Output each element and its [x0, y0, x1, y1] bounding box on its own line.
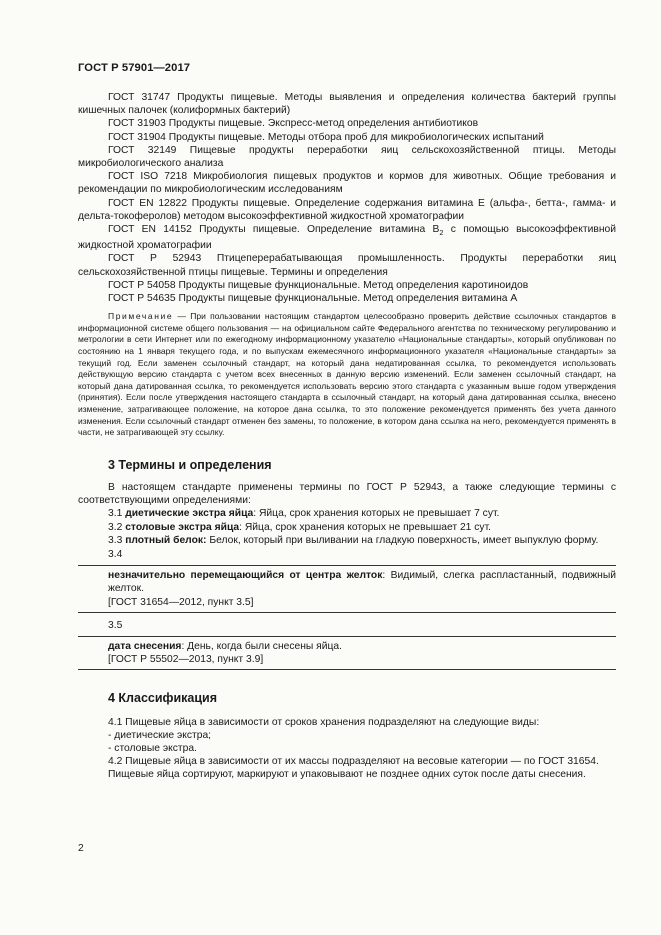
ref-gost-31904: ГОСТ 31904 Продукты пищевые. Методы отбора проб для микробиологических испытаний: [108, 131, 544, 143]
ref-gost-31747: ГОСТ 31747 Продукты пищевые. Методы выявления и определения количества бактерий группы кишечных палочек (колиформных бактерий): [78, 92, 616, 117]
running-header: ГОСТ Р 57901—2017: [78, 62, 191, 74]
term-3-2-num: 3.2: [108, 521, 126, 533]
list-item-diet: - диетические экстра;: [108, 729, 212, 741]
term-3-1: [78, 507, 616, 520]
page-content: [78, 91, 616, 782]
clause-4-1: 4.1 Пищевые яйца в зависимости от сроков хранения подразделяют на следующие виды:: [108, 716, 540, 728]
note-label: Примечание: [108, 311, 174, 322]
term-3-5-source: [ГОСТ Р 55502—2013, пункт 3.9]: [108, 654, 264, 666]
term-3-4-source: [ГОСТ 31654—2012, пункт 3.5]: [108, 596, 254, 608]
note-text: — При пользовании настоящим стандартом целесообразно проверить действие ссылочных стандартов в информационной системе общего пользования — на официальном сайте Федерального агентства по техническому регулированию и метрологии в сети Интернет или по ежегодному информационному указателю «Национальные стандарты», который опубликован по состоянию на 1 января текущего года, и по выпускам ежемесячного информационного указателя «Национальные стандарты» за текущий год. Если заменен ссылочный стандарт, на который дана недатированная ссылка, то рекомендуется использовать действующую версию стандарта с учетом всех внесенных в данную версию изменений. Если заменен ссылочный стандарт, на который дана датированная ссылка, то рекомендуется использовать версию этого стандарта с указанным выше годом утверждения (принятия). Если после утверждения настоящего стандарта в ссылочный стандарт, на который дана датированная ссылка, внесено изменение, затрагивающее положение, на которое дана ссылка, то это положение рекомендуется применять без учета данного изменения. Если ссылочный стандарт отменен без замены, то положение, в котором дана ссылка на него, рекомендуется применять в части, не затрагивающей эту ссылку.: [78, 311, 616, 438]
term-3-2-term: столовые экстра яйца: [125, 521, 240, 533]
term-3-5-box: [78, 636, 616, 670]
term-3-3: [78, 534, 616, 547]
term-3-5-number: 3.5: [108, 619, 123, 631]
term-3-3-def: Белок, который при выливании на гладкую поверхность, имеет выпуклую форму.: [206, 534, 599, 546]
term-3-4-number: 3.4: [108, 549, 123, 561]
ref-gost-iso-7218: ГОСТ ISO 7218 Микробиология пищевых продуктов и кормов для животных. Общие требования и рекомендации по микробиологическим исследованиям: [78, 171, 616, 196]
term-3-1-def: : Яйца, срок хранения которых не превышает 7 сут.: [253, 508, 500, 520]
note-paragraph: [78, 311, 616, 439]
term-3-2: [78, 521, 616, 534]
ref-gost-32149: ГОСТ 32149 Пищевые продукты переработки яиц сельскохозяйственной птицы. Методы микробиологического анализа: [78, 144, 616, 170]
clause-4-3: Пищевые яйца сортируют, маркируют и упаковывают не позднее одних суток после даты снесения.: [108, 769, 586, 781]
ref-b2-text: ГОСТ EN 14152 Продукты пищевые. Определение витамина B: [108, 224, 440, 236]
term-3-5-def: : День, когда были снесены яйца.: [181, 641, 342, 653]
ref-gost-en-12822: ГОСТ EN 12822 Продукты пищевые. Определение содержания витамина Е (альфа-, бетта-, гамма- и дельта-токоферолов) методом высокоэффективной жидкостной хроматографии: [78, 197, 616, 222]
ref-b2-tail: с помощью высокоэффективной жидкостной хроматографии: [78, 224, 616, 252]
ref-gost-31903: ГОСТ 31903 Продукты пищевые. Экспресс-метод определения антибиотиков: [108, 118, 479, 130]
term-3-2-def: : Яйца, срок хранения которых не превышает 21 сут.: [239, 521, 492, 533]
term-3-3-num: 3.3: [108, 534, 126, 546]
clause-4-2: 4.2 Пищевые яйца в зависимости от их массы подразделяют на весовые категории — по ГОСТ 31654.: [108, 756, 599, 768]
section-4-heading: 4 Классификация: [108, 691, 218, 706]
term-3-5-term: дата снесения: [108, 641, 182, 653]
list-item-table: - столовые экстра.: [108, 743, 197, 755]
term-3-5-definition: [108, 640, 616, 653]
term-3-1-term: диетические экстра яйца: [125, 508, 254, 520]
ref-gost-r-54058: ГОСТ Р 54058 Продукты пищевые функциональные. Метод определения каротиноидов: [108, 279, 529, 291]
section-3-heading: 3 Термины и определения: [108, 457, 272, 472]
term-3-1-num: 3.1: [108, 508, 126, 520]
term-3-4-definition: [108, 569, 616, 595]
term-3-4-term: незначительно перемещающийся от центра желток: [108, 570, 383, 582]
ref-gost-r-54635: ГОСТ Р 54635 Продукты пищевые функциональные. Метод определения витамина А: [108, 293, 518, 305]
term-3-4-def: : Видимый, слегка распластанный, подвижный желток.: [108, 570, 616, 595]
ref-gost-en-14152: [78, 223, 616, 252]
section-3-intro: В настоящем стандарте применены термины по ГОСТ Р 52943, а также следующие термины с соответствующими определениями:: [78, 482, 616, 507]
ref-gost-r-52943: ГОСТ Р 52943 Птицеперерабатывающая промышленность. Продукты переработки яиц сельскохозяйственной птицы пищевые. Термины и определения: [78, 253, 616, 278]
ref-b2-subscript: 2: [439, 228, 444, 238]
page-number: 2: [78, 843, 84, 854]
term-3-4-box: [78, 565, 616, 613]
term-3-3-term: плотный белок:: [125, 534, 207, 546]
